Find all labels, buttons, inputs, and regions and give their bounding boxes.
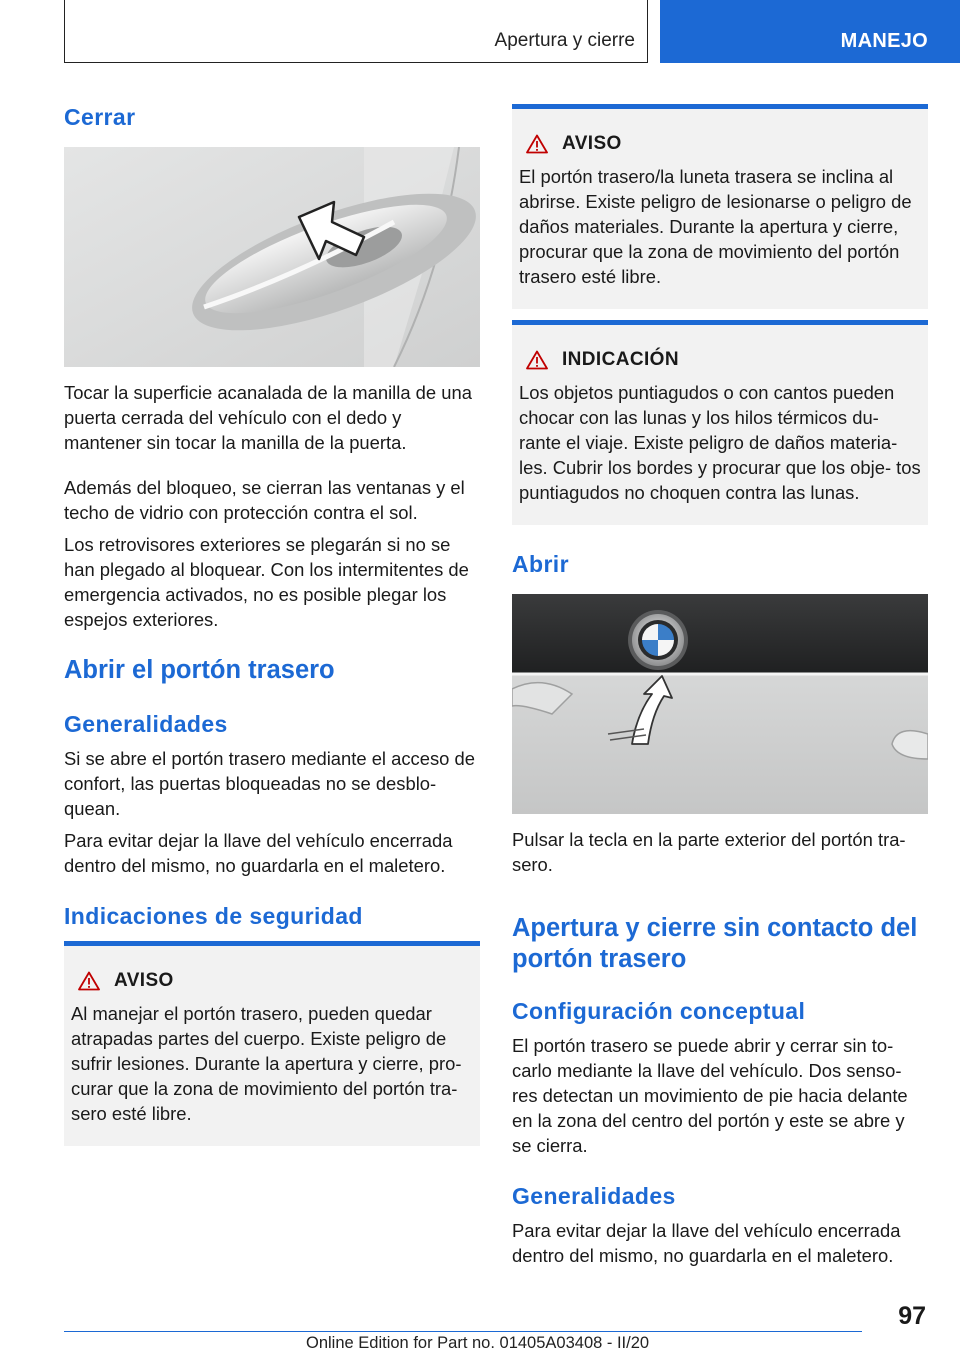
warning-notice [64,941,480,1146]
notice-title: AVISO [114,970,174,991]
notice-title: INDICACIÓN [562,349,679,370]
heading-configuracion: Configuración conceptual [512,998,806,1024]
heading-abrir-porton: Abrir el portón trasero [64,656,335,684]
notice-body: El portón trasero/la luneta trasera se inclina al abrirse. Existe peligro de lesionarse o peligro de daños materiales. Durante la apertura y cierre, procurar que la zona de movimiento del portón trasero esté libre. [519,166,912,287]
page-number: 97 [898,1302,926,1330]
notice-title: AVISO [562,133,622,154]
notice-header [526,347,679,373]
paragraph-generalidades-1: Si se abre el portón trasero mediante el acceso de confort, las puertas bloqueadas no se desblo‐ quean. [64,748,475,819]
heading-seguridad: Indicaciones de seguridad [64,903,363,929]
paragraph-cerrar-2: Además del bloqueo, se cierran las ventanas y el techo de vidrio con protección contra el sol. [64,477,465,523]
warning-triangle-icon [526,134,548,154]
heading-sin-contacto: Apertura y cierre sin contacto del portón trasero [512,914,918,973]
paragraph-cerrar-1: Tocar la superficie acanalada de la manilla de una puerta cerrada del vehículo con el dedo y mantener sin tocar la manilla de la puerta. [64,382,472,453]
paragraph-generalidades-2: Para evitar dejar la llave del vehículo encerrada dentro del mismo, no guardarla en el maletero. [64,830,453,876]
chapter-tab-label: MANEJO [840,30,928,52]
heading-generalidades-2: Generalidades [512,1183,676,1209]
warning-triangle-icon [526,350,548,370]
notice-body: Los objetos puntiagudos o con cantos pueden chocar con las lunas y los hilos térmicos du‐ rante el viaje. Existe peligro de daños materia‐ les. Cubrir los bordes y procurar que los obje‐ tos puntiagudos no choquen contra las lunas. [519,382,921,503]
warning-notice-tailgate [512,104,928,309]
paragraph-abrir: Pulsar la tecla en la parte exterior del portón tra‐ sero. [512,829,906,875]
header-section-box [64,0,648,63]
notice-body: Al manejar el portón trasero, pueden quedar atrapadas partes del cuerpo. Existe peligro de sufrir lesiones. Durante la apertura y cierre, pro‐ curar que la zona de movimiento del portón tra‐ sero esté libre. [71,1003,462,1124]
chapter-tab [660,0,960,63]
edition-footer: Online Edition for Part no. 01405A03408 - II/20 [306,1334,650,1352]
tailgate-button-illustration [512,594,928,814]
paragraph-cerrar-3: Los retrovisores exteriores se plegarán si no se han plegado al bloquear. Con los intermitentes de emergencia activados, no es posible plegar los espejos exteriores. [64,534,469,630]
notice-header [526,131,622,157]
info-notice [512,320,928,525]
door-handle-image [64,147,480,367]
warning-triangle-icon [78,971,100,991]
door-handle-illustration [64,147,480,367]
heading-generalidades: Generalidades [64,711,228,737]
notice-header [78,968,174,994]
heading-abrir: Abrir [512,551,569,577]
paragraph-generalidades-3: Para evitar dejar la llave del vehículo encerrada dentro del mismo, no guardarla en el maletero. [512,1220,901,1266]
section-title: Apertura y cierre [494,30,635,51]
paragraph-configuracion: El portón trasero se puede abrir y cerrar sin to‐ carlo mediante la llave del vehículo. Dos senso‐ res detectan un movimiento de pie hacia delante en la zona del centro del portón y este se abre y se cierra. [512,1035,908,1156]
heading-cerrar: Cerrar [64,104,136,130]
tailgate-button-image [512,594,928,814]
footer-rule [64,1331,862,1332]
